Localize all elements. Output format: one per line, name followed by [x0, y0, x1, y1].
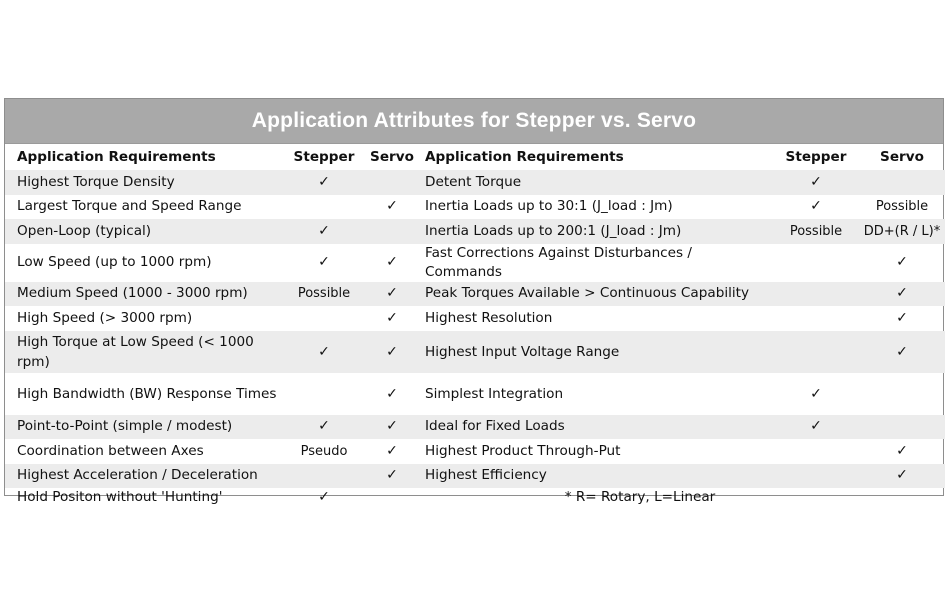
right-requirement: Fast Corrections Against Disturbances / Commands — [425, 244, 693, 280]
empty-cell — [859, 488, 945, 507]
right-requirement: Highest Product Through-Put — [425, 442, 621, 459]
table-row — [5, 219, 945, 244]
right-requirement: Highest Efficiency — [421, 464, 773, 489]
header-right-requirements: Application Requirements — [425, 149, 624, 165]
left-stepper-cell — [285, 195, 363, 220]
left-servo-cell: ✓ — [386, 254, 398, 270]
attributes-table — [5, 144, 945, 507]
left-requirement: Coordination between Axes — [17, 442, 204, 459]
left-stepper-cell: ✓ — [285, 219, 363, 244]
right-stepper-cell — [773, 244, 859, 282]
right-stepper-cell: Possible — [773, 219, 859, 244]
left-requirement: Open-Loop (typical) — [5, 219, 285, 244]
right-servo-cell — [859, 170, 945, 195]
left-requirement: Medium Speed (1000 - 3000 rpm) — [5, 282, 285, 307]
left-stepper-cell — [285, 306, 363, 331]
right-requirement: Inertia Loads up to 30:1 (J_load : Jm) — [425, 198, 673, 215]
left-servo-cell: ✓ — [386, 385, 398, 402]
right-servo-cell: DD+(R / L)* — [859, 219, 945, 244]
left-stepper-cell: ✓ — [318, 254, 330, 270]
left-servo-cell — [363, 219, 421, 244]
table-row — [5, 415, 945, 440]
left-servo-cell: ✓ — [386, 198, 398, 215]
left-servo-cell: ✓ — [363, 331, 421, 373]
left-requirement: Low Speed (up to 1000 rpm) — [17, 254, 212, 270]
table-row — [5, 282, 945, 307]
table-row — [5, 244, 945, 282]
table-row — [5, 195, 945, 220]
right-stepper-cell: ✓ — [773, 415, 859, 440]
table-row — [5, 439, 945, 464]
left-requirement: Highest Torque Density — [5, 170, 285, 195]
left-stepper-cell: Pseudo — [300, 443, 348, 459]
left-stepper-cell: Possible — [285, 282, 363, 307]
left-requirement: High Bandwidth (BW) Response Times — [17, 385, 277, 402]
right-stepper-cell — [773, 464, 859, 489]
right-requirement: Highest Resolution — [425, 309, 553, 326]
right-requirement: Inertia Loads up to 200:1 (J_load : Jm) — [421, 219, 773, 244]
left-stepper-cell: ✓ — [285, 170, 363, 195]
right-servo-cell: Possible — [875, 199, 929, 215]
left-servo-cell — [363, 170, 421, 195]
header-left-servo: Servo — [370, 149, 414, 165]
left-servo-cell: ✓ — [363, 282, 421, 307]
right-servo-cell: ✓ — [859, 464, 945, 489]
right-servo-cell: ✓ — [896, 442, 908, 459]
right-servo-cell: ✓ — [859, 331, 945, 373]
table-row — [5, 464, 945, 489]
right-servo-cell: ✓ — [896, 309, 908, 326]
header-left-requirements: Application Requirements — [17, 149, 216, 165]
right-stepper-cell — [773, 331, 859, 373]
right-requirement: Simplest Integration — [425, 385, 564, 402]
left-requirement: Highest Acceleration / Deceleration — [5, 464, 285, 489]
right-stepper-cell — [773, 282, 859, 307]
right-requirement: Ideal for Fixed Loads — [421, 415, 773, 440]
table-title: Application Attributes for Stepper vs. Servo — [5, 99, 943, 144]
left-stepper-cell — [285, 373, 363, 415]
table-row — [5, 488, 945, 507]
table-row — [5, 331, 945, 373]
left-requirement: Largest Torque and Speed Range — [17, 198, 242, 215]
header-right-servo: Servo — [880, 149, 924, 165]
left-requirement: Point-to-Point (simple / modest) — [5, 415, 285, 440]
right-stepper-cell: ✓ — [810, 385, 822, 402]
left-stepper-cell: ✓ — [285, 415, 363, 440]
right-stepper-cell — [773, 439, 859, 464]
left-servo-cell — [363, 488, 421, 507]
right-servo-cell — [859, 415, 945, 440]
right-requirement: Highest Input Voltage Range — [421, 331, 773, 373]
left-servo-cell: ✓ — [386, 309, 398, 326]
comparison-table — [4, 98, 944, 505]
right-stepper-cell: ✓ — [810, 198, 822, 215]
right-stepper-cell — [773, 306, 859, 331]
header-left-stepper: Stepper — [293, 149, 355, 165]
right-stepper-cell: ✓ — [773, 170, 859, 195]
right-servo-cell: ✓ — [896, 254, 908, 270]
left-servo-cell: ✓ — [386, 442, 398, 459]
left-requirement: High Torque at Low Speed (< 1000 rpm) — [5, 331, 285, 373]
left-servo-cell: ✓ — [363, 464, 421, 489]
header-right-stepper: Stepper — [785, 149, 847, 165]
right-requirement: Detent Torque — [421, 170, 773, 195]
right-servo-cell — [859, 373, 945, 415]
footnote: * R= Rotary, L=Linear — [564, 489, 716, 505]
left-stepper-cell — [285, 464, 363, 489]
left-stepper-cell: ✓ — [318, 489, 330, 505]
table-row — [5, 170, 945, 195]
left-requirement: High Speed (> 3000 rpm) — [17, 309, 193, 326]
right-requirement: Peak Torques Available > Continuous Capability — [421, 282, 773, 307]
right-servo-cell: ✓ — [859, 282, 945, 307]
table-row — [5, 306, 945, 331]
table-row — [5, 373, 945, 415]
left-requirement: Hold Positon without 'Hunting' — [17, 489, 223, 505]
left-servo-cell: ✓ — [363, 415, 421, 440]
left-stepper-cell: ✓ — [285, 331, 363, 373]
